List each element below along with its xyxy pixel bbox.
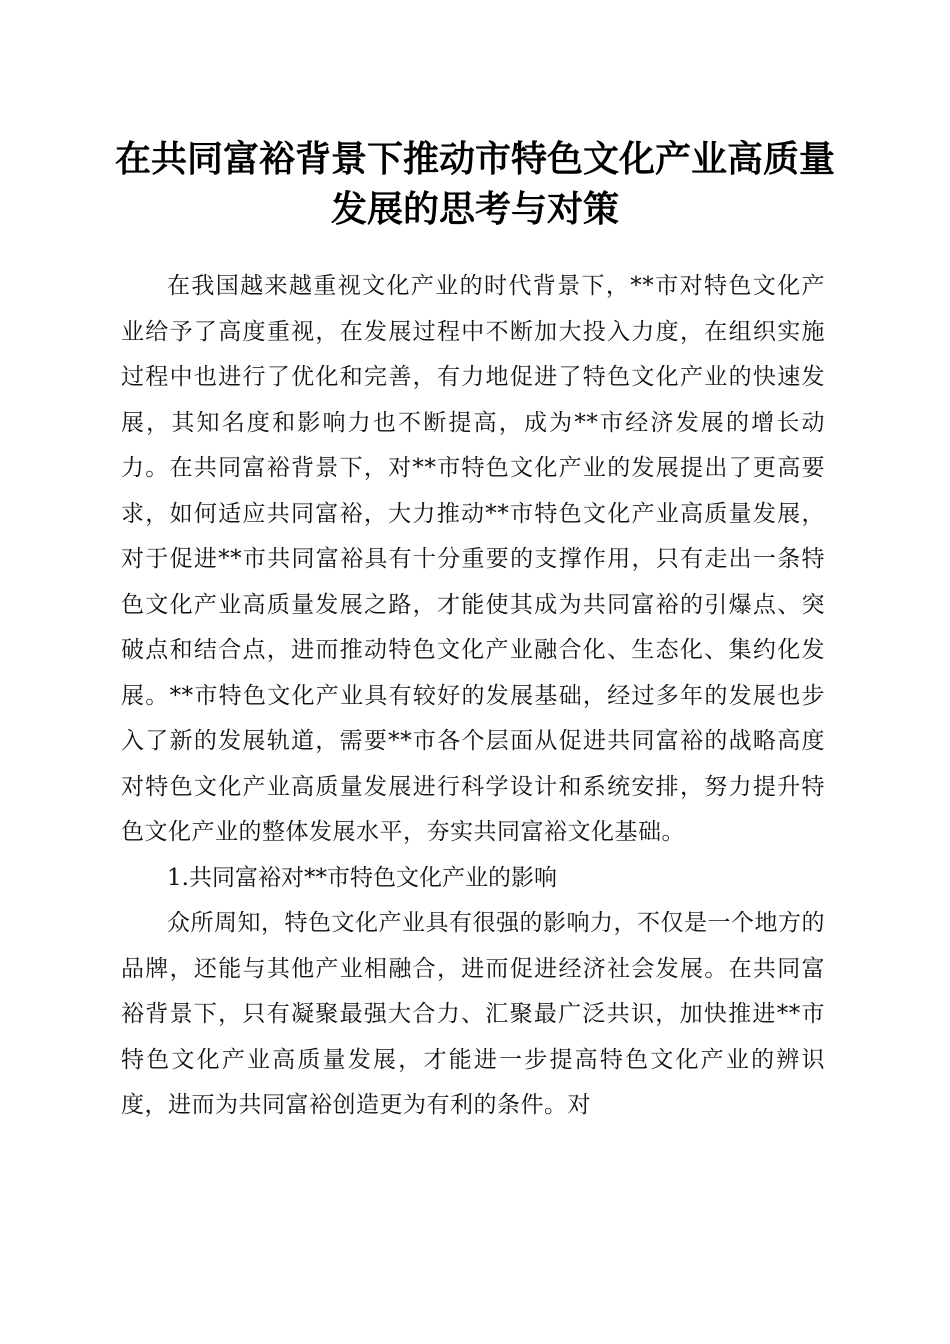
document-title: [100, 134, 850, 234]
section-paragraph: 众所周知，特色文化产业具有很强的影响力，不仅是一个地方的品牌，还能与其他产业相融合，进而促进经济社会发展。在共同富裕背景下，只有凝聚最强大合力、汇聚最广泛共识，加快推进**市特色文化产业高质量发展，才能进一步提高特色文化产业的辨识度，进而为共同富裕创造更为有利的条件。对: [121, 910, 825, 1118]
title-line-1: 在共同富裕背景下推动市特色文化产业高质量: [114, 138, 835, 180]
section-heading: 1.共同富裕对**市特色文化产业的影响: [167, 864, 557, 891]
document-body: [121, 264, 825, 1129]
intro-paragraph: 在我国越来越重视文化产业的时代背景下，**市对特色文化产业给予了高度重视，在发展过程中不断加大投入力度，在组织实施过程中也进行了优化和完善，有力地促进了特色文化产业的快速发展，其知名度和影响力也不断提高，成为**市经济发展的增长动力。在共同富裕背景下，对**市特色文化产业的发展提出了更高要求，如何适应共同富裕，大力推动**市特色文化产业高质量发展，对于促进**市共同富裕具有十分重要的支撑作用，只有走出一条特色文化产业高质量发展之路，才能使其成为共同富裕的引爆点、突破点和结合点，进而推动特色文化产业融合化、生态化、集约化发展。**市特色文化产业具有较好的发展基础，经过多年的发展也步入了新的发展轨道，需要**市各个层面从促进共同富裕的战略高度对特色文化产业高质量发展进行科学设计和系统安排，努力提升特色文化产业的整体发展水平，夯实共同富裕文化基础。: [121, 273, 825, 845]
title-line-2: 发展的思考与对策: [330, 188, 619, 230]
